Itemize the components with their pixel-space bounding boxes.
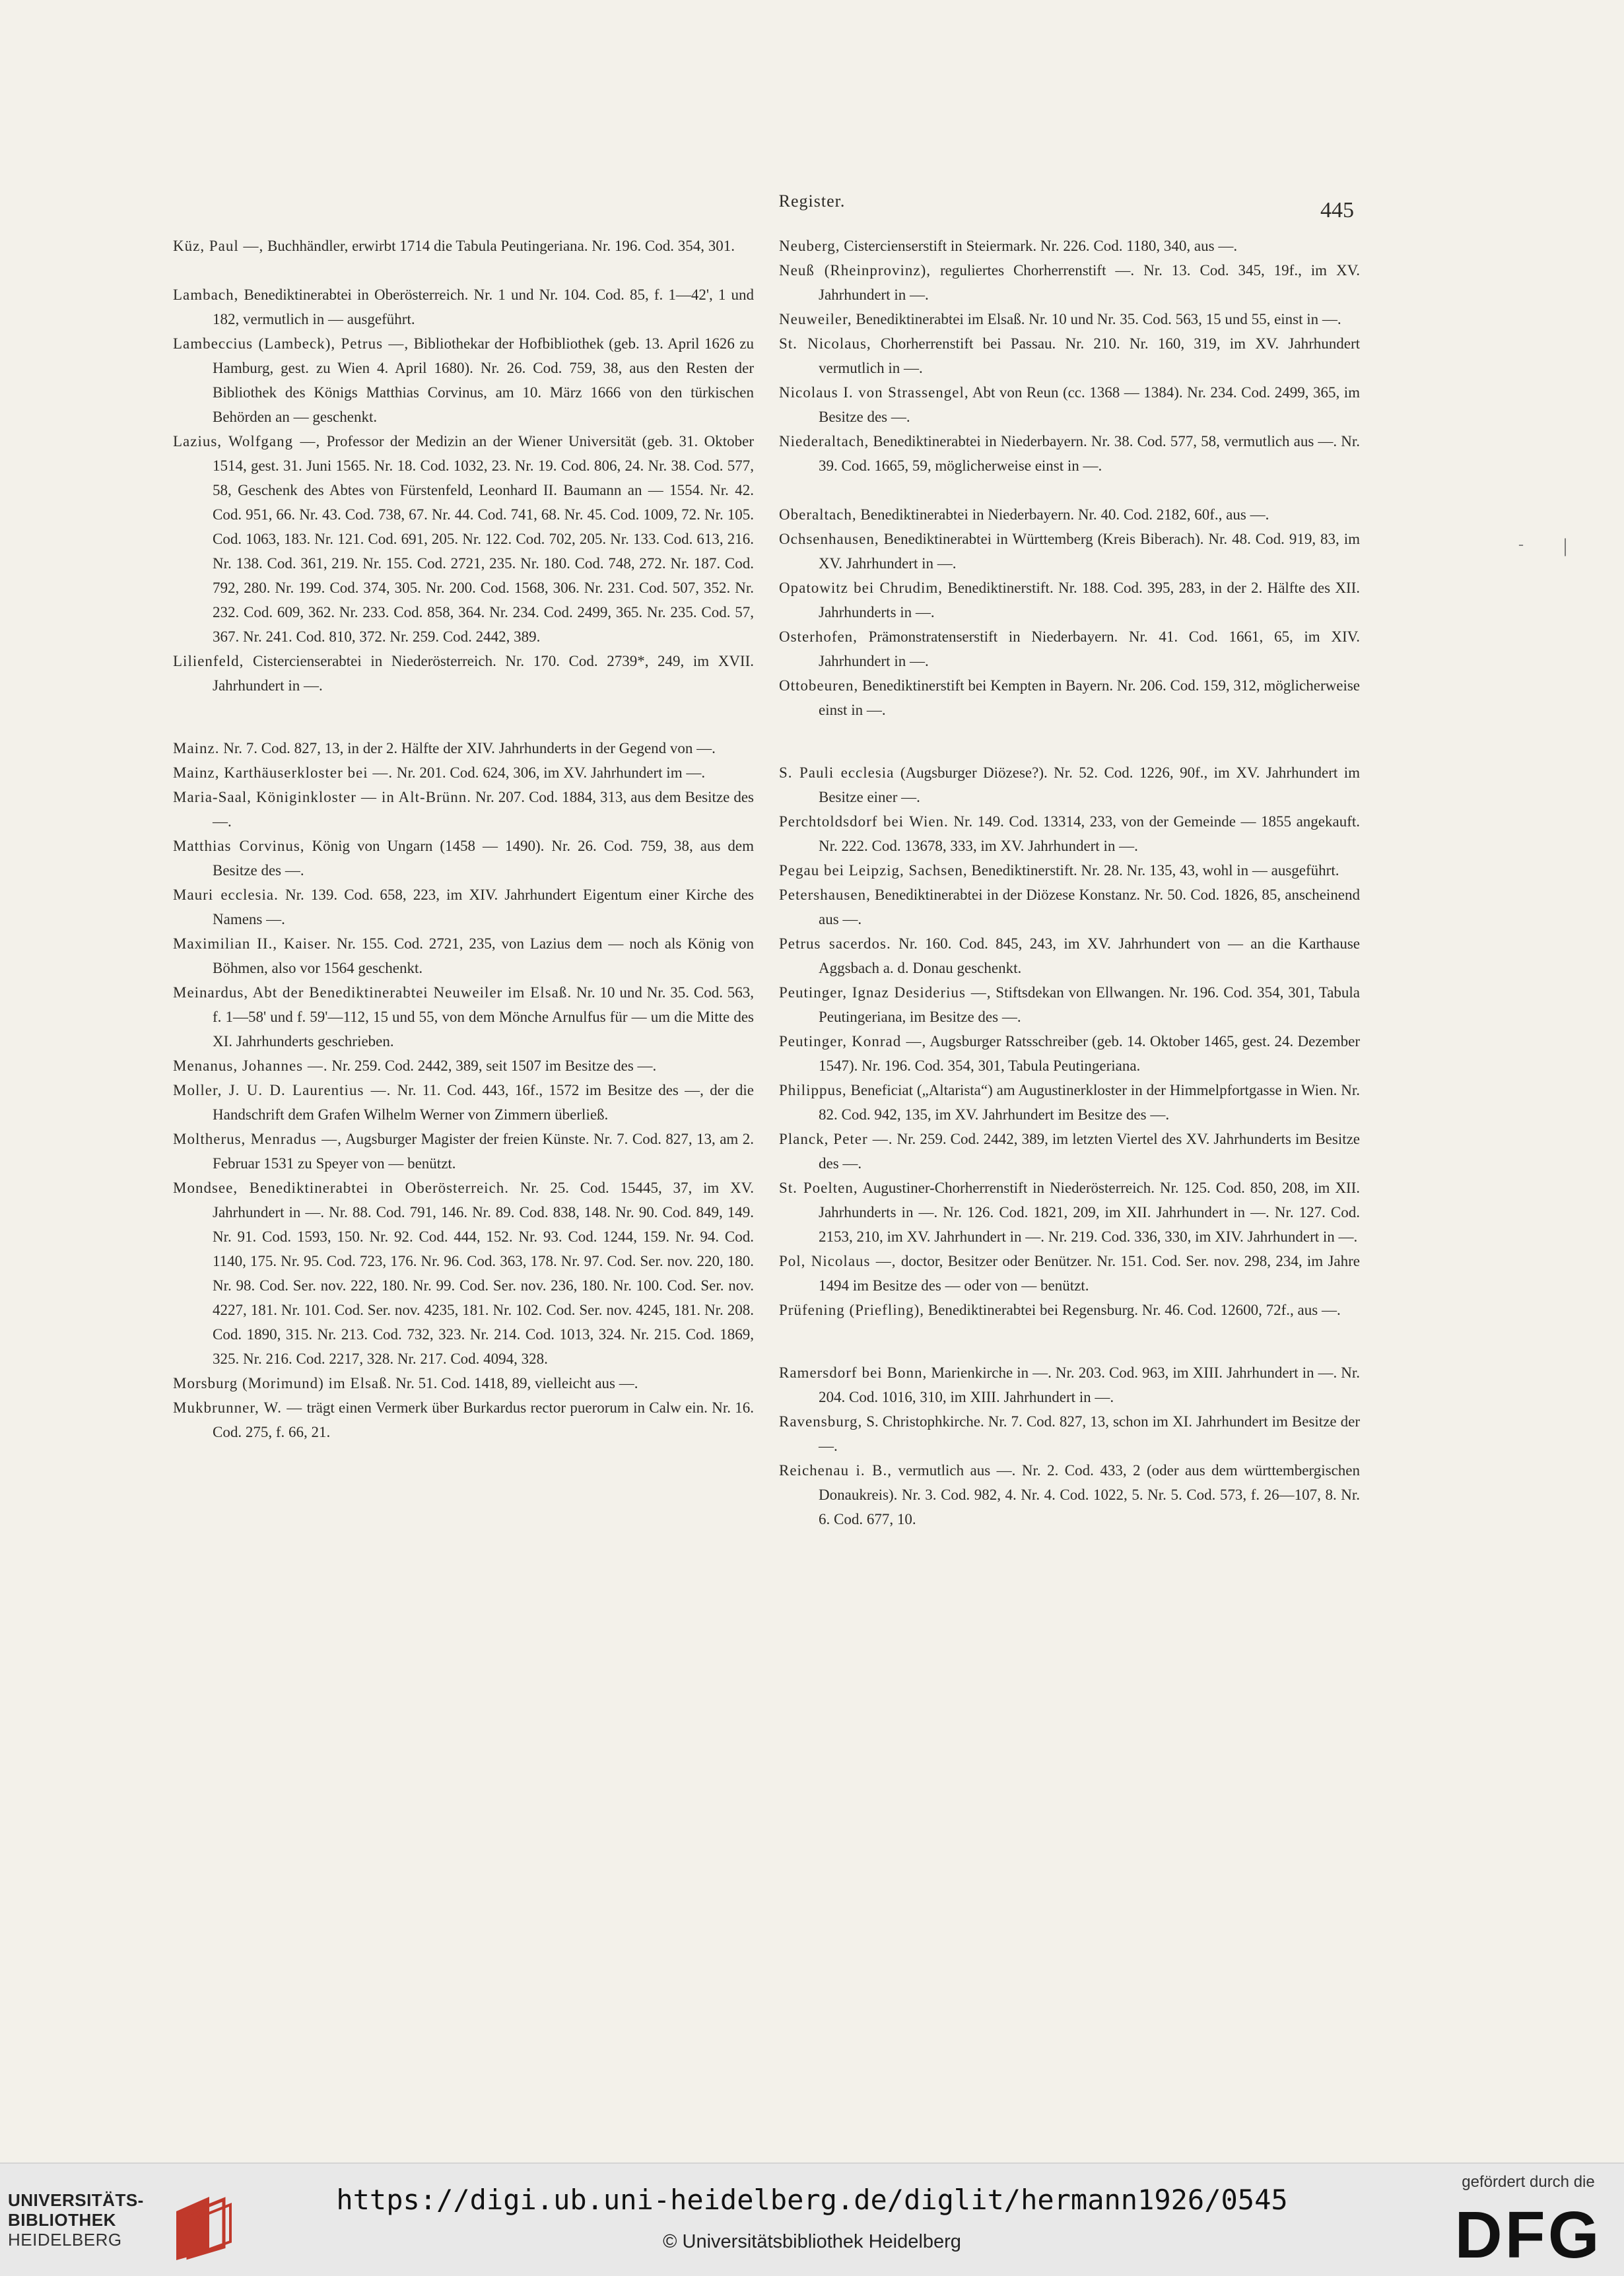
entry-body: Nr. 11. Cod. 443, 16f., 1572 im Besitze des —, der die Handschrift dem Grafen Wilhelm Werner von Zimmern überließ.	[213, 1082, 754, 1123]
entry-body: Benediktinerabtei in Württemberg (Kreis Biberach). Nr. 48. Cod. 919, 83, im XV. Jahrhundert in —.	[819, 531, 1360, 572]
register-entry	[779, 1127, 1360, 1176]
register-entry	[779, 980, 1360, 1029]
register-entry	[173, 283, 754, 331]
entry-body: Augustiner-Chorherrenstift in Niederösterreich. Nr. 125. Cod. 850, 208, im XII. Jahrhunderts in —. Nr. 126. Cod. 1821, 209, im XII. Jahrhundert in —. Nr. 127. Cod. 2153, 210, im XV. Jahrhundert in —. Nr. 219. Cod. 336, 330, im XIV. Jahrhundert in —.	[819, 1180, 1361, 1245]
register-entry	[779, 883, 1360, 931]
entry-body: Chorherrenstift bei Passau. Nr. 210. Nr. 160, 319, im XV. Jahrhundert vermutlich in —.	[819, 335, 1361, 376]
entry-body: Nr. 25. Cod. 15445, 37, im XV. Jahrhundert in —. Nr. 88. Cod. 791, 146. Nr. 89. Cod. 838, 148. Nr. 90. Cod. 849, 149. Nr. 91. Cod. 1593, 150. Nr. 92. Cod. 444, 152. Nr. 93. Cod. 1244, 159. Nr. 94. Cod. 1140, 175. Nr. 95. Cod. 723, 176. Nr. 96. Cod. 363, 178. Nr. 97. Cod. Ser. nov. 220, 180. Nr. 98. Cod. Ser. nov. 222, 180. Nr. 99. Cod. Ser. nov. 236, 180. Nr. 100. Cod. Ser. nov. 4227, 181. Nr. 101. Cod. Ser. nov. 4235, 181. Nr. 102. Cod. Ser. nov. 4245, 181. Nr. 208. Cod. 1890, 315. Nr. 213. Cod. 732, 323. Nr. 214. Cod. 1013, 324. Nr. 215. Cod. 1869, 325. Nr. 216. Cod. 2217, 328. Nr. 217. Cod. 4094, 328.	[213, 1180, 754, 1367]
entry-head: Lambach,	[173, 286, 239, 303]
register-entry	[779, 1078, 1360, 1127]
entry-head: Pol, Nicolaus —,	[779, 1253, 897, 1269]
entry-body: Augsburger Ratsschreiber (geb. 14. Oktober 1465, gest. 24. Dezember 1547). Nr. 196. Cod. 354, 301, Tabula Peutingeriana.	[819, 1033, 1361, 1074]
register-entry	[779, 858, 1360, 883]
register-right-column	[779, 234, 1360, 1531]
register-entry	[779, 234, 1360, 258]
ub-logo-line2: BIBLIOTHEK	[8, 2210, 116, 2230]
page-header	[0, 191, 1624, 211]
entry-head: Küz, Paul —,	[173, 238, 264, 254]
register-entry	[173, 883, 754, 931]
viewer-footer	[0, 2162, 1624, 2276]
register-entry	[173, 736, 754, 760]
entry-body: Buchhändler, erwirbt 1714 die Tabula Peutingeriana. Nr. 196. Cod. 354, 301.	[267, 238, 735, 254]
register-entry	[779, 1029, 1360, 1078]
entry-body: Nr. 160. Cod. 845, 243, im XV. Jahrhundert von — an die Karthause Aggsbach a. d. Donau geschenkt.	[819, 935, 1360, 976]
register-entry	[173, 649, 754, 698]
register-entry	[779, 258, 1360, 307]
register-entry	[779, 502, 1360, 527]
entry-body: trägt einen Vermerk über Burkardus rector puerorum in Calw ein. Nr. 16. Cod. 275, f. 66, 21.	[213, 1399, 754, 1440]
register-entry	[173, 429, 754, 649]
register-entry	[173, 1127, 754, 1176]
entry-body: Professor der Medizin an der Wiener Universität (geb. 31. Oktober 1514, gest. 31. Juni 1565. Nr. 18. Cod. 1032, 23. Nr. 19. Cod. 806, 24. Nr. 38. Cod. 577, 58, Geschenk des Abtes von Fürstenfeld, Leonhard II. Baumann an — 1554. Nr. 42. Cod. 951, 66. Nr. 43. Cod. 738, 67. Nr. 44. Cod. 741, 68. Nr. 45. Cod. 1009, 72. Nr. 105. Cod. 1063, 183. Nr. 121. Cod. 691, 205. Nr. 122. Cod. 702, 205. Nr. 133. Cod. 613, 216. Nr. 138. Cod. 361, 219. Nr. 155. Cod. 2721, 235. Nr. 180. Cod. 748, 272. Nr. 187. Cod. 792, 280. Nr. 199. Cod. 374, 305. Nr. 200. Cod. 1568, 306. Nr. 231. Cod. 507, 352. Nr. 232. Cod. 609, 362. Nr. 233. Cod. 858, 364. Nr. 234. Cod. 2499, 365. Nr. 235. Cod. 57, 367. Nr. 241. Cod. 810, 372. Nr. 259. Cod. 2442, 389.	[213, 433, 754, 645]
entry-body: Benediktinerabtei in Oberösterreich. Nr. 1 und Nr. 104. Cod. 85, f. 1—42', 1 und 182, vermutlich in — ausgeführt.	[213, 286, 754, 327]
register-entry	[173, 331, 754, 429]
entry-body: S. Christophkirche. Nr. 7. Cod. 827, 13, schon im XI. Jahrhundert im Besitze der —.	[819, 1413, 1360, 1454]
entry-body: Marienkirche in —. Nr. 203. Cod. 963, im XIII. Jahrhundert in —. Nr. 204. Cod. 1016, 310, im XIII. Jahrhundert in —.	[819, 1364, 1361, 1405]
register-entry	[779, 931, 1360, 980]
entry-head: Neuweiler,	[779, 311, 852, 327]
entry-head: Lambeccius (Lambeck), Petrus —,	[173, 335, 409, 352]
entry-body: Beneficiat („Altarista“) am Augustinerkloster in der Himmelpfortgasse in Wien. Nr. 82. Cod. 942, 135, im XV. Jahrhundert im Besitze des —.	[819, 1082, 1360, 1123]
register-entry	[779, 527, 1360, 576]
entry-head: Mondsee, Benediktinerabtei in Oberösterreich.	[173, 1180, 510, 1196]
entry-body: Bibliothekar der Hofbibliothek (geb. 13. April 1626 zu Hamburg, gest. zu Wien 4. April 1680). Nr. 26. Cod. 759, 38, aus den Resten der Bibliothek des Königs Matthias Corvinus, am 10. März 1666 von den türkischen Behörden an — geschenkt.	[213, 335, 755, 425]
entry-head: Peutinger, Konrad —,	[779, 1033, 927, 1050]
entry-body: Nr. 7. Cod. 827, 13, in der 2. Hälfte der XIV. Jahrhunderts in der Gegend von —.	[223, 740, 716, 756]
entry-head: S. Pauli ecclesia	[779, 764, 895, 781]
entry-body: Nr. 259. Cod. 2442, 389, seit 1507 im Besitze des —.	[331, 1057, 657, 1074]
entry-head: Neuberg,	[779, 238, 840, 254]
entry-head: Petrus sacerdos.	[779, 935, 891, 952]
entry-body: Benediktinerabtei im Elsaß. Nr. 10 und Nr. 35. Cod. 563, 15 und 55, einst in —.	[856, 311, 1341, 327]
register-entry	[173, 1176, 754, 1371]
entry-head: St. Poelten,	[779, 1180, 858, 1196]
mark-dash: -	[1518, 536, 1524, 553]
entry-body: Benediktinerabtei bei Regensburg. Nr. 46. Cod. 12600, 72f., aus —.	[928, 1302, 1341, 1318]
register-entry	[173, 760, 754, 785]
register-entry	[173, 1395, 754, 1444]
register-left-column	[173, 234, 754, 1444]
entry-head: Mauri ecclesia.	[173, 887, 279, 903]
entry-head: Peutinger, Ignaz Desiderius —,	[779, 984, 992, 1001]
entry-body: König von Ungarn (1458 — 1490). Nr. 26. Cod. 759, 38, aus dem Besitze des —.	[213, 838, 754, 879]
entry-body: Nr. 259. Cod. 2442, 389, im letzten Viertel des XV. Jahrhunderts im Besitze des —.	[819, 1131, 1361, 1172]
entry-body: Nr. 155. Cod. 2721, 235, von Lazius dem — noch als König von Böhmen, also vor 1564 geschenkt.	[213, 935, 754, 976]
entry-head: Mainz.	[173, 740, 220, 756]
mark-bar: |	[1563, 535, 1568, 556]
copyright-notice: © Universitätsbibliothek Heidelberg	[663, 2231, 961, 2252]
register-entry	[173, 1371, 754, 1395]
entry-head: Osterhofen,	[779, 628, 858, 645]
entry-body: Benediktinerabtei in der Diözese Konstanz. Nr. 50. Cod. 1826, 85, anscheinend aus —.	[819, 887, 1361, 927]
entry-body: Nr. 139. Cod. 658, 223, im XIV. Jahrhundert Eigentum einer Kirche des Namens —.	[213, 887, 755, 927]
register-entry	[173, 1054, 754, 1078]
entry-body: doctor, Besitzer oder Benützer. Nr. 151. Cod. Ser. nov. 298, 234, im Jahre 1494 im Besitze des — oder von — benützt.	[819, 1253, 1360, 1294]
entry-head: Reichenau i. B.,	[779, 1462, 892, 1479]
entry-head: Maria-Saal, Königinkloster — in Alt-Brünn.	[173, 789, 471, 805]
entry-body: Nr. 10 und Nr. 35. Cod. 563, f. 1—58' und f. 59'—112, 15 und 55, von dem Mönche Arnulfus für — um die Mitte des XI. Jahrhunderts geschrieben.	[213, 984, 755, 1050]
entry-head: Morsburg (Morimund) im Elsaß.	[173, 1375, 392, 1391]
register-entry	[173, 980, 754, 1054]
entry-head: St. Nicolaus,	[779, 335, 871, 352]
entry-body: Prämonstratenserstift in Niederbayern. Nr. 41. Cod. 1661, 65, im XIV. Jahrhundert in —.	[819, 628, 1360, 669]
entry-body: Benediktinerabtei in Niederbayern. Nr. 40. Cod. 2182, 60f., aus —.	[860, 506, 1269, 523]
register-entry	[779, 429, 1360, 478]
dfg-funding	[1439, 2173, 1617, 2272]
entry-head: Lazius, Wolfgang —,	[173, 433, 321, 450]
entry-body: Benediktinerstift. Nr. 188. Cod. 395, 283, in der 2. Hälfte des XII. Jahrhunderts in —.	[819, 580, 1361, 620]
dfg-caption: gefördert durch die	[1462, 2173, 1595, 2191]
entry-head: Ravensburg,	[779, 1413, 863, 1430]
entry-body: Nr. 207. Cod. 1884, 313, aus dem Besitze des —.	[213, 789, 754, 830]
entry-head: Lilienfeld,	[173, 653, 244, 669]
register-entry	[779, 624, 1360, 673]
entry-head: Prüfening (Priefling),	[779, 1302, 925, 1318]
entry-body: Benediktinerabtei in Niederbayern. Nr. 38. Cod. 577, 58, vermutlich aus —. Nr. 39. Cod. 1665, 59, möglicherweise einst in —.	[819, 433, 1360, 474]
register-entry	[779, 380, 1360, 429]
entry-head: Neuß (Rheinprovinz),	[779, 262, 931, 279]
entry-head: Oberaltach,	[779, 506, 857, 523]
entry-body: Benediktinerstift. Nr. 28. Nr. 135, 43, wohl in — ausgeführt.	[971, 862, 1339, 879]
register-entry	[779, 673, 1360, 722]
dfg-logo[interactable]	[1446, 2202, 1611, 2265]
entry-head: Moltherus, Menradus —,	[173, 1131, 342, 1147]
entry-head: Pegau bei Leipzig, Sachsen,	[779, 862, 968, 879]
register-entry	[779, 576, 1360, 624]
register-entry	[173, 785, 754, 834]
entry-body: reguliertes Chorherrenstift —. Nr. 13. Cod. 345, 19f., im XV. Jahrhundert in —.	[819, 262, 1360, 303]
register-entry	[779, 1298, 1360, 1322]
register-entry	[779, 1409, 1360, 1458]
entry-body: Nr. 149. Cod. 13314, 233, von der Gemeinde — 1855 angekauft. Nr. 222. Cod. 13678, 333, im XV. Jahrhundert in —.	[819, 813, 1360, 854]
entry-head: Ochsenhausen,	[779, 531, 879, 547]
entry-head: Perchtoldsdorf bei Wien.	[779, 813, 949, 830]
entry-body: Abt von Reun (cc. 1368 — 1384). Nr. 234. Cod. 2499, 365, im Besitze des —.	[819, 384, 1361, 425]
dfg-logo-text: DFG	[1454, 2202, 1602, 2265]
register-entry	[173, 1078, 754, 1127]
register-entry	[779, 1249, 1360, 1298]
register-entry	[779, 809, 1360, 858]
entry-head: Ottobeuren,	[779, 677, 859, 694]
register-entry	[779, 1176, 1360, 1249]
entry-head: Philippus,	[779, 1082, 847, 1098]
register-entry	[173, 931, 754, 980]
entry-head: Maximilian II., Kaiser.	[173, 935, 331, 952]
entry-head: Mukbrunner, W. —	[173, 1399, 303, 1416]
page-number: 445	[1320, 198, 1354, 222]
entry-head: Niederaltach,	[779, 433, 869, 450]
entry-head: Meinardus, Abt der Benediktinerabtei Neuweiler im Elsaß.	[173, 984, 572, 1001]
entry-head: Petershausen,	[779, 887, 871, 903]
entry-body: Nr. 51. Cod. 1418, 89, vielleicht aus —.	[395, 1375, 638, 1391]
register-entry	[173, 234, 754, 258]
register-entry	[779, 760, 1360, 809]
running-title: Register.	[778, 191, 846, 211]
register-entry	[173, 834, 754, 883]
ub-logo-line3: HEIDELBERG	[8, 2230, 122, 2250]
entry-head: Menanus, Johannes —.	[173, 1057, 328, 1074]
register-entry	[779, 331, 1360, 380]
permalink-url[interactable]: https://digi.ub.uni-heidelberg.de/diglit/hermann1926/0545	[336, 2184, 1288, 2216]
entry-head: Planck, Peter —.	[779, 1131, 893, 1147]
entry-body: Augsburger Magister der freien Künste. Nr. 7. Cod. 827, 13, am 2. Februar 1531 zu Speyer von — benützt.	[213, 1131, 754, 1172]
register-entry	[779, 1360, 1360, 1409]
entry-body: vermutlich aus —. Nr. 2. Cod. 433, 2 (oder aus dem württembergischen Donaukreis). Nr. 3. Cod. 982, 4. Nr. 4. Cod. 1022, 5. Nr. 5. Cod. 573, f. 26—107, 8. Nr. 6. Cod. 677, 10.	[819, 1462, 1361, 1527]
entry-body: Nr. 201. Cod. 624, 306, im XV. Jahrhundert im —.	[396, 764, 706, 781]
entry-head: Matthias Corvinus,	[173, 838, 305, 854]
ub-logo-line1: UNIVERSITÄTS-	[8, 2190, 144, 2210]
entry-body: Cistercienserstift in Steiermark. Nr. 226. Cod. 1180, 340, aus —.	[844, 238, 1238, 254]
entry-body: Stiftsdekan von Ellwangen. Nr. 196. Cod. 354, 301, Tabula Peutingeriana, im Besitze des —.	[819, 984, 1361, 1025]
entry-head: Mainz, Karthäuserkloster bei —.	[173, 764, 393, 781]
entry-head: Ramersdorf bei Bonn,	[779, 1364, 928, 1381]
entry-head: Moller, J. U. D. Laurentius —.	[173, 1082, 391, 1098]
entry-body: Benediktinerstift bei Kempten in Bayern. Nr. 206. Cod. 159, 312, möglicherweise einst in —.	[819, 677, 1360, 718]
register-entry	[779, 1458, 1360, 1531]
entry-body: Cistercienserabtei in Niederösterreich. Nr. 170. Cod. 2739*, 249, im XVII. Jahrhundert in —.	[213, 653, 755, 694]
entry-head: Opatowitz bei Chrudim,	[779, 580, 943, 596]
entry-head: Nicolaus I. von Strassengel,	[779, 384, 969, 401]
register-entry	[779, 307, 1360, 331]
entry-body: (Augsburger Diözese?). Nr. 52. Cod. 1226, 90f., im XV. Jahrhundert im Besitze einer —.	[819, 764, 1360, 805]
